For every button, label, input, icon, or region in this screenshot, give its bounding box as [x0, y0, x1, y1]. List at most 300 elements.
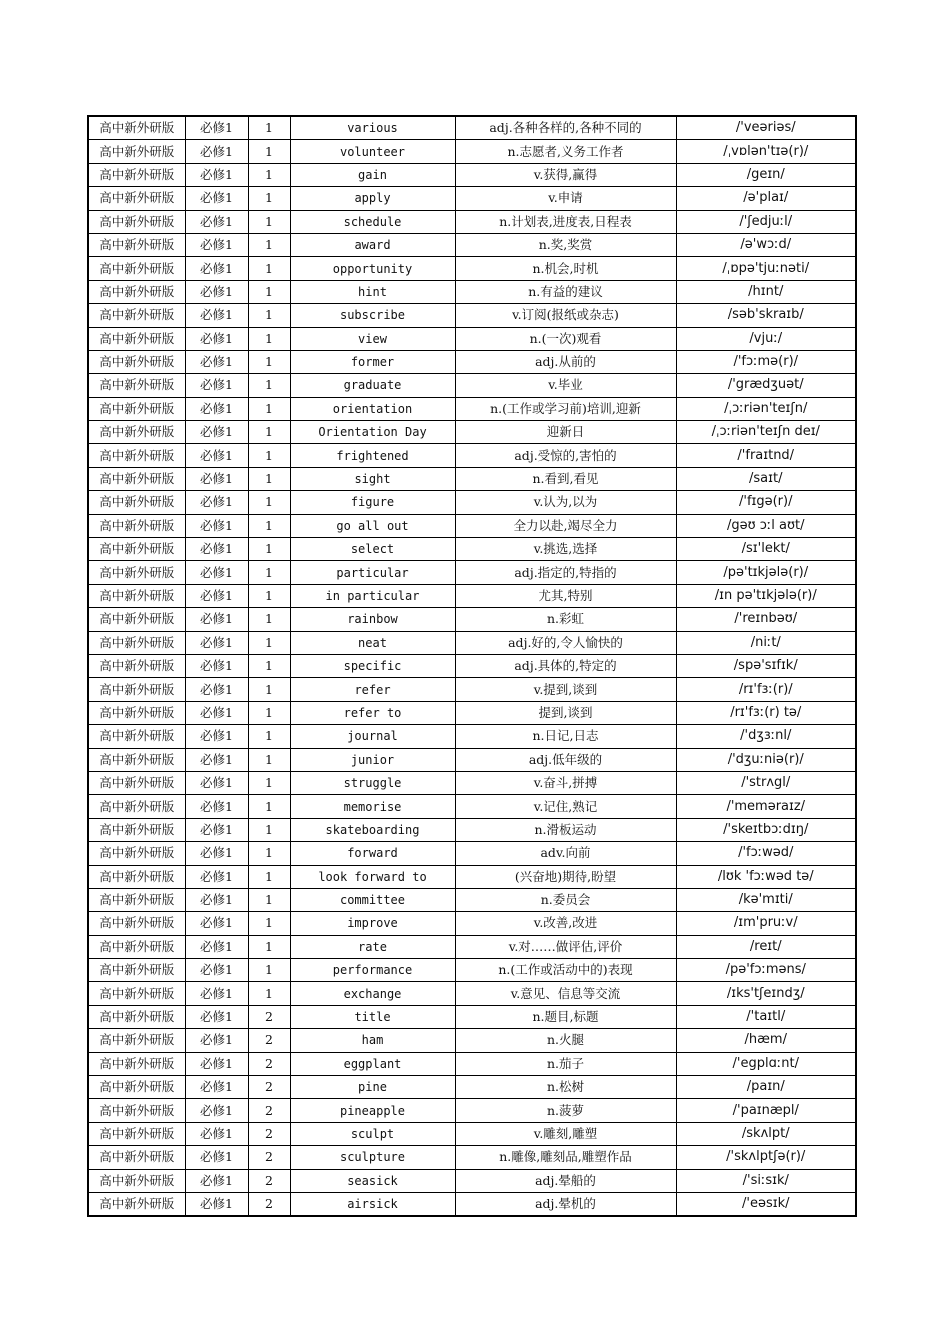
textbook-cell: 高中新外研版 — [88, 304, 185, 327]
volume-cell: 必修1 — [185, 725, 248, 748]
phonetic-cell: /pə'tɪkjələ(r)/ — [676, 561, 856, 584]
unit-cell: 2 — [248, 1029, 290, 1052]
word-cell: seasick — [290, 1169, 455, 1192]
word-cell: go all out — [290, 514, 455, 537]
unit-cell: 1 — [248, 350, 290, 373]
textbook-cell: 高中新外研版 — [88, 795, 185, 818]
table-row — [88, 1005, 856, 1028]
phonetic-cell: /niːt/ — [676, 631, 856, 654]
phonetic-cell: /'fraɪtnd/ — [676, 444, 856, 467]
phonetic-cell: /gəʊ ɔːl aʊt/ — [676, 514, 856, 537]
textbook-cell: 高中新外研版 — [88, 1122, 185, 1145]
meaning-cell: n.看到,看见 — [455, 467, 676, 490]
unit-cell: 1 — [248, 514, 290, 537]
word-cell: volunteer — [290, 140, 455, 163]
unit-cell: 1 — [248, 467, 290, 490]
table-row — [88, 538, 856, 561]
volume-cell: 必修1 — [185, 631, 248, 654]
word-cell: ham — [290, 1029, 455, 1052]
volume-cell: 必修1 — [185, 327, 248, 350]
table-row — [88, 631, 856, 654]
table-row — [88, 444, 856, 467]
unit-cell: 1 — [248, 561, 290, 584]
word-cell: title — [290, 1005, 455, 1028]
unit-cell: 1 — [248, 725, 290, 748]
word-cell: pineapple — [290, 1099, 455, 1122]
volume-cell: 必修1 — [185, 888, 248, 911]
unit-cell: 1 — [248, 982, 290, 1005]
meaning-cell: v.获得,赢得 — [455, 163, 676, 186]
phonetic-cell: /ɪm'pruːv/ — [676, 912, 856, 935]
table-row — [88, 842, 856, 865]
textbook-cell: 高中新外研版 — [88, 771, 185, 794]
unit-cell: 2 — [248, 1169, 290, 1192]
unit-cell: 1 — [248, 818, 290, 841]
meaning-cell: adj.低年级的 — [455, 748, 676, 771]
volume-cell: 必修1 — [185, 561, 248, 584]
table-row — [88, 654, 856, 677]
word-cell: committee — [290, 888, 455, 911]
volume-cell: 必修1 — [185, 233, 248, 256]
table-row — [88, 280, 856, 303]
word-cell: rainbow — [290, 608, 455, 631]
table-row — [88, 467, 856, 490]
meaning-cell: n.菠萝 — [455, 1099, 676, 1122]
textbook-cell: 高中新外研版 — [88, 888, 185, 911]
textbook-cell: 高中新外研版 — [88, 1146, 185, 1169]
textbook-cell: 高中新外研版 — [88, 608, 185, 631]
phonetic-cell: /'egplɑːnt/ — [676, 1052, 856, 1075]
table-row — [88, 678, 856, 701]
word-cell: Orientation Day — [290, 421, 455, 444]
table-row — [88, 257, 856, 280]
unit-cell: 1 — [248, 584, 290, 607]
table-row — [88, 748, 856, 771]
phonetic-cell: /rɪ'fɜː(r) tə/ — [676, 701, 856, 724]
unit-cell: 1 — [248, 187, 290, 210]
volume-cell: 必修1 — [185, 374, 248, 397]
meaning-cell: v.雕刻,雕塑 — [455, 1122, 676, 1145]
textbook-cell: 高中新外研版 — [88, 982, 185, 1005]
meaning-cell: v.奋斗,拼搏 — [455, 771, 676, 794]
word-cell: in particular — [290, 584, 455, 607]
table-row — [88, 608, 856, 631]
word-cell: forward — [290, 842, 455, 865]
table-row — [88, 421, 856, 444]
word-cell: graduate — [290, 374, 455, 397]
meaning-cell: adj.受惊的,害怕的 — [455, 444, 676, 467]
table-row — [88, 140, 856, 163]
word-cell: select — [290, 538, 455, 561]
word-cell: look forward to — [290, 865, 455, 888]
textbook-cell: 高中新外研版 — [88, 561, 185, 584]
phonetic-cell: /'paɪnæpl/ — [676, 1099, 856, 1122]
volume-cell: 必修1 — [185, 912, 248, 935]
unit-cell: 1 — [248, 257, 290, 280]
meaning-cell: adj.好的,令人愉快的 — [455, 631, 676, 654]
meaning-cell: n.火腿 — [455, 1029, 676, 1052]
unit-cell: 2 — [248, 1052, 290, 1075]
unit-cell: 1 — [248, 397, 290, 420]
volume-cell: 必修1 — [185, 935, 248, 958]
phonetic-cell: /'reɪnbəʊ/ — [676, 608, 856, 631]
unit-cell: 1 — [248, 795, 290, 818]
unit-cell: 1 — [248, 444, 290, 467]
phonetic-cell: /lʊk 'fɔːwəd tə/ — [676, 865, 856, 888]
unit-cell: 1 — [248, 280, 290, 303]
table-row — [88, 725, 856, 748]
phonetic-cell: /ə'wɔːd/ — [676, 233, 856, 256]
textbook-cell: 高中新外研版 — [88, 163, 185, 186]
textbook-cell: 高中新外研版 — [88, 538, 185, 561]
textbook-cell: 高中新外研版 — [88, 327, 185, 350]
word-cell: rate — [290, 935, 455, 958]
volume-cell: 必修1 — [185, 421, 248, 444]
volume-cell: 必修1 — [185, 304, 248, 327]
textbook-cell: 高中新外研版 — [88, 631, 185, 654]
volume-cell: 必修1 — [185, 1169, 248, 1192]
word-cell: orientation — [290, 397, 455, 420]
meaning-cell: n.彩虹 — [455, 608, 676, 631]
meaning-cell: n.日记,日志 — [455, 725, 676, 748]
volume-cell: 必修1 — [185, 397, 248, 420]
unit-cell: 1 — [248, 421, 290, 444]
unit-cell: 1 — [248, 631, 290, 654]
volume-cell: 必修1 — [185, 210, 248, 233]
meaning-cell: n.雕像,雕刻品,雕塑作品 — [455, 1146, 676, 1169]
meaning-cell: 迎新日 — [455, 421, 676, 444]
table-row — [88, 1099, 856, 1122]
volume-cell: 必修1 — [185, 608, 248, 631]
phonetic-cell: /ˌɒpə'tjuːnəti/ — [676, 257, 856, 280]
table-row — [88, 491, 856, 514]
phonetic-cell: /'strʌgl/ — [676, 771, 856, 794]
volume-cell: 必修1 — [185, 444, 248, 467]
meaning-cell: n.委员会 — [455, 888, 676, 911]
word-cell: hint — [290, 280, 455, 303]
volume-cell: 必修1 — [185, 818, 248, 841]
word-cell: frightened — [290, 444, 455, 467]
meaning-cell: n.志愿者,义务工作者 — [455, 140, 676, 163]
meaning-cell: adj.晕船的 — [455, 1169, 676, 1192]
phonetic-cell: /spə'sɪfɪk/ — [676, 654, 856, 677]
unit-cell: 2 — [248, 1005, 290, 1028]
phonetic-cell: /rɪ'fɜː(r)/ — [676, 678, 856, 701]
meaning-cell: v.挑选,选择 — [455, 538, 676, 561]
phonetic-cell: /'fɔːmə(r)/ — [676, 350, 856, 373]
word-cell: refer to — [290, 701, 455, 724]
phonetic-cell: /paɪn/ — [676, 1076, 856, 1099]
phonetic-cell: /sɪ'lekt/ — [676, 538, 856, 561]
textbook-cell: 高中新外研版 — [88, 1029, 185, 1052]
textbook-cell: 高中新外研版 — [88, 210, 185, 233]
phonetic-cell: /vjuː/ — [676, 327, 856, 350]
volume-cell: 必修1 — [185, 795, 248, 818]
meaning-cell: v.认为,以为 — [455, 491, 676, 514]
phonetic-cell: /ˌvɒlən'tɪə(r)/ — [676, 140, 856, 163]
meaning-cell: adj.具体的,特定的 — [455, 654, 676, 677]
textbook-cell: 高中新外研版 — [88, 584, 185, 607]
volume-cell: 必修1 — [185, 584, 248, 607]
word-cell: memorise — [290, 795, 455, 818]
phonetic-cell: /'fɪgə(r)/ — [676, 491, 856, 514]
table-row — [88, 888, 856, 911]
textbook-cell: 高中新外研版 — [88, 1099, 185, 1122]
table-row — [88, 1029, 856, 1052]
word-cell: journal — [290, 725, 455, 748]
unit-cell: 1 — [248, 912, 290, 935]
meaning-cell: adj.从前的 — [455, 350, 676, 373]
textbook-cell: 高中新外研版 — [88, 280, 185, 303]
unit-cell: 1 — [248, 608, 290, 631]
meaning-cell: adj.指定的,特指的 — [455, 561, 676, 584]
volume-cell: 必修1 — [185, 467, 248, 490]
table-row — [88, 771, 856, 794]
volume-cell: 必修1 — [185, 678, 248, 701]
table-row — [88, 350, 856, 373]
unit-cell: 1 — [248, 748, 290, 771]
phonetic-cell: /'skeɪtbɔːdɪŋ/ — [676, 818, 856, 841]
meaning-cell: n.有益的建议 — [455, 280, 676, 303]
table-row — [88, 561, 856, 584]
phonetic-cell: /reɪt/ — [676, 935, 856, 958]
volume-cell: 必修1 — [185, 1122, 248, 1145]
word-cell: view — [290, 327, 455, 350]
word-cell: particular — [290, 561, 455, 584]
unit-cell: 1 — [248, 327, 290, 350]
vocabulary-table-body — [88, 116, 856, 1216]
word-cell: skateboarding — [290, 818, 455, 841]
phonetic-cell: /ə'plaɪ/ — [676, 187, 856, 210]
phonetic-cell: /'ʃedjuːl/ — [676, 210, 856, 233]
phonetic-cell: /kə'mɪti/ — [676, 888, 856, 911]
textbook-cell: 高中新外研版 — [88, 1169, 185, 1192]
meaning-cell: 全力以赴,竭尽全力 — [455, 514, 676, 537]
table-row — [88, 304, 856, 327]
table-row — [88, 1146, 856, 1169]
table-row — [88, 1169, 856, 1192]
meaning-cell: n.松树 — [455, 1076, 676, 1099]
unit-cell: 2 — [248, 1099, 290, 1122]
phonetic-cell: /hæm/ — [676, 1029, 856, 1052]
textbook-cell: 高中新外研版 — [88, 748, 185, 771]
meaning-cell: n.(工作或活动中的)表现 — [455, 959, 676, 982]
volume-cell: 必修1 — [185, 1192, 248, 1216]
textbook-cell: 高中新外研版 — [88, 842, 185, 865]
unit-cell: 1 — [248, 210, 290, 233]
meaning-cell: v.意见、信息等交流 — [455, 982, 676, 1005]
volume-cell: 必修1 — [185, 187, 248, 210]
table-row — [88, 584, 856, 607]
word-cell: opportunity — [290, 257, 455, 280]
volume-cell: 必修1 — [185, 1005, 248, 1028]
word-cell: apply — [290, 187, 455, 210]
phonetic-cell: /'grædʒuət/ — [676, 374, 856, 397]
unit-cell: 1 — [248, 654, 290, 677]
textbook-cell: 高中新外研版 — [88, 725, 185, 748]
word-cell: sculpture — [290, 1146, 455, 1169]
unit-cell: 1 — [248, 959, 290, 982]
meaning-cell: 提到,谈到 — [455, 701, 676, 724]
word-cell: pine — [290, 1076, 455, 1099]
unit-cell: 1 — [248, 116, 290, 140]
word-cell: struggle — [290, 771, 455, 794]
meaning-cell: adj.各种各样的,各种不同的 — [455, 116, 676, 140]
textbook-cell: 高中新外研版 — [88, 397, 185, 420]
textbook-cell: 高中新外研版 — [88, 257, 185, 280]
phonetic-cell: /'skʌlptʃə(r)/ — [676, 1146, 856, 1169]
volume-cell: 必修1 — [185, 701, 248, 724]
table-row — [88, 327, 856, 350]
textbook-cell: 高中新外研版 — [88, 491, 185, 514]
unit-cell: 1 — [248, 491, 290, 514]
word-cell: improve — [290, 912, 455, 935]
volume-cell: 必修1 — [185, 1052, 248, 1075]
phonetic-cell: /'veəriəs/ — [676, 116, 856, 140]
word-cell: exchange — [290, 982, 455, 1005]
meaning-cell: n.计划表,进度表,日程表 — [455, 210, 676, 233]
word-cell: performance — [290, 959, 455, 982]
phonetic-cell: /hɪnt/ — [676, 280, 856, 303]
volume-cell: 必修1 — [185, 842, 248, 865]
word-cell: specific — [290, 654, 455, 677]
meaning-cell: v.订阅(报纸或杂志) — [455, 304, 676, 327]
textbook-cell: 高中新外研版 — [88, 1192, 185, 1216]
table-row — [88, 865, 856, 888]
table-row — [88, 514, 856, 537]
volume-cell: 必修1 — [185, 982, 248, 1005]
word-cell: airsick — [290, 1192, 455, 1216]
phonetic-cell: /'meməraɪz/ — [676, 795, 856, 818]
meaning-cell: n.滑板运动 — [455, 818, 676, 841]
word-cell: figure — [290, 491, 455, 514]
meaning-cell: n.机会,时机 — [455, 257, 676, 280]
meaning-cell: v.毕业 — [455, 374, 676, 397]
textbook-cell: 高中新外研版 — [88, 116, 185, 140]
textbook-cell: 高中新外研版 — [88, 701, 185, 724]
phonetic-cell: /ˌɔːriən'teɪʃn deɪ/ — [676, 421, 856, 444]
table-row — [88, 374, 856, 397]
volume-cell: 必修1 — [185, 865, 248, 888]
unit-cell: 2 — [248, 1192, 290, 1216]
table-row — [88, 935, 856, 958]
textbook-cell: 高中新外研版 — [88, 514, 185, 537]
volume-cell: 必修1 — [185, 1076, 248, 1099]
unit-cell: 1 — [248, 233, 290, 256]
volume-cell: 必修1 — [185, 1099, 248, 1122]
textbook-cell: 高中新外研版 — [88, 1076, 185, 1099]
word-cell: neat — [290, 631, 455, 654]
phonetic-cell: /'taɪtl/ — [676, 1005, 856, 1028]
unit-cell: 1 — [248, 865, 290, 888]
unit-cell: 1 — [248, 678, 290, 701]
phonetic-cell: /'eəsɪk/ — [676, 1192, 856, 1216]
volume-cell: 必修1 — [185, 538, 248, 561]
vocabulary-table — [87, 115, 857, 1217]
unit-cell: 1 — [248, 888, 290, 911]
table-row — [88, 912, 856, 935]
textbook-cell: 高中新外研版 — [88, 1005, 185, 1028]
volume-cell: 必修1 — [185, 748, 248, 771]
volume-cell: 必修1 — [185, 654, 248, 677]
table-row — [88, 163, 856, 186]
meaning-cell: (兴奋地)期待,盼望 — [455, 865, 676, 888]
phonetic-cell: /saɪt/ — [676, 467, 856, 490]
word-cell: subscribe — [290, 304, 455, 327]
meaning-cell: n.茄子 — [455, 1052, 676, 1075]
unit-cell: 1 — [248, 374, 290, 397]
word-cell: junior — [290, 748, 455, 771]
volume-cell: 必修1 — [185, 116, 248, 140]
phonetic-cell: /ɪks'tʃeɪndʒ/ — [676, 982, 856, 1005]
table-row — [88, 1052, 856, 1075]
unit-cell: 1 — [248, 842, 290, 865]
table-row — [88, 233, 856, 256]
volume-cell: 必修1 — [185, 771, 248, 794]
volume-cell: 必修1 — [185, 350, 248, 373]
word-cell: schedule — [290, 210, 455, 233]
textbook-cell: 高中新外研版 — [88, 444, 185, 467]
table-row — [88, 959, 856, 982]
unit-cell: 2 — [248, 1146, 290, 1169]
phonetic-cell: /səb'skraɪb/ — [676, 304, 856, 327]
meaning-cell: v.提到,谈到 — [455, 678, 676, 701]
volume-cell: 必修1 — [185, 959, 248, 982]
word-cell: sight — [290, 467, 455, 490]
textbook-cell: 高中新外研版 — [88, 467, 185, 490]
textbook-cell: 高中新外研版 — [88, 374, 185, 397]
textbook-cell: 高中新外研版 — [88, 140, 185, 163]
word-cell: sculpt — [290, 1122, 455, 1145]
word-cell: gain — [290, 163, 455, 186]
word-cell: award — [290, 233, 455, 256]
table-row — [88, 116, 856, 140]
meaning-cell: n.(一次)观看 — [455, 327, 676, 350]
textbook-cell: 高中新外研版 — [88, 421, 185, 444]
volume-cell: 必修1 — [185, 1029, 248, 1052]
unit-cell: 1 — [248, 140, 290, 163]
textbook-cell: 高中新外研版 — [88, 959, 185, 982]
table-row — [88, 1122, 856, 1145]
unit-cell: 1 — [248, 701, 290, 724]
table-row — [88, 210, 856, 233]
phonetic-cell: /skʌlpt/ — [676, 1122, 856, 1145]
phonetic-cell: /geɪn/ — [676, 163, 856, 186]
phonetic-cell: /'dʒɜːnl/ — [676, 725, 856, 748]
meaning-cell: n.奖,奖赏 — [455, 233, 676, 256]
meaning-cell: v.申请 — [455, 187, 676, 210]
table-row — [88, 397, 856, 420]
unit-cell: 2 — [248, 1122, 290, 1145]
phonetic-cell: /pə'fɔːməns/ — [676, 959, 856, 982]
word-cell: eggplant — [290, 1052, 455, 1075]
word-cell: former — [290, 350, 455, 373]
table-row — [88, 1076, 856, 1099]
textbook-cell: 高中新外研版 — [88, 912, 185, 935]
volume-cell: 必修1 — [185, 491, 248, 514]
unit-cell: 2 — [248, 1076, 290, 1099]
textbook-cell: 高中新外研版 — [88, 935, 185, 958]
phonetic-cell: /'siːsɪk/ — [676, 1169, 856, 1192]
meaning-cell: v.记住,熟记 — [455, 795, 676, 818]
phonetic-cell: /'fɔːwəd/ — [676, 842, 856, 865]
volume-cell: 必修1 — [185, 140, 248, 163]
meaning-cell: adv.向前 — [455, 842, 676, 865]
textbook-cell: 高中新外研版 — [88, 187, 185, 210]
unit-cell: 1 — [248, 304, 290, 327]
meaning-cell: n.题目,标题 — [455, 1005, 676, 1028]
table-row — [88, 795, 856, 818]
